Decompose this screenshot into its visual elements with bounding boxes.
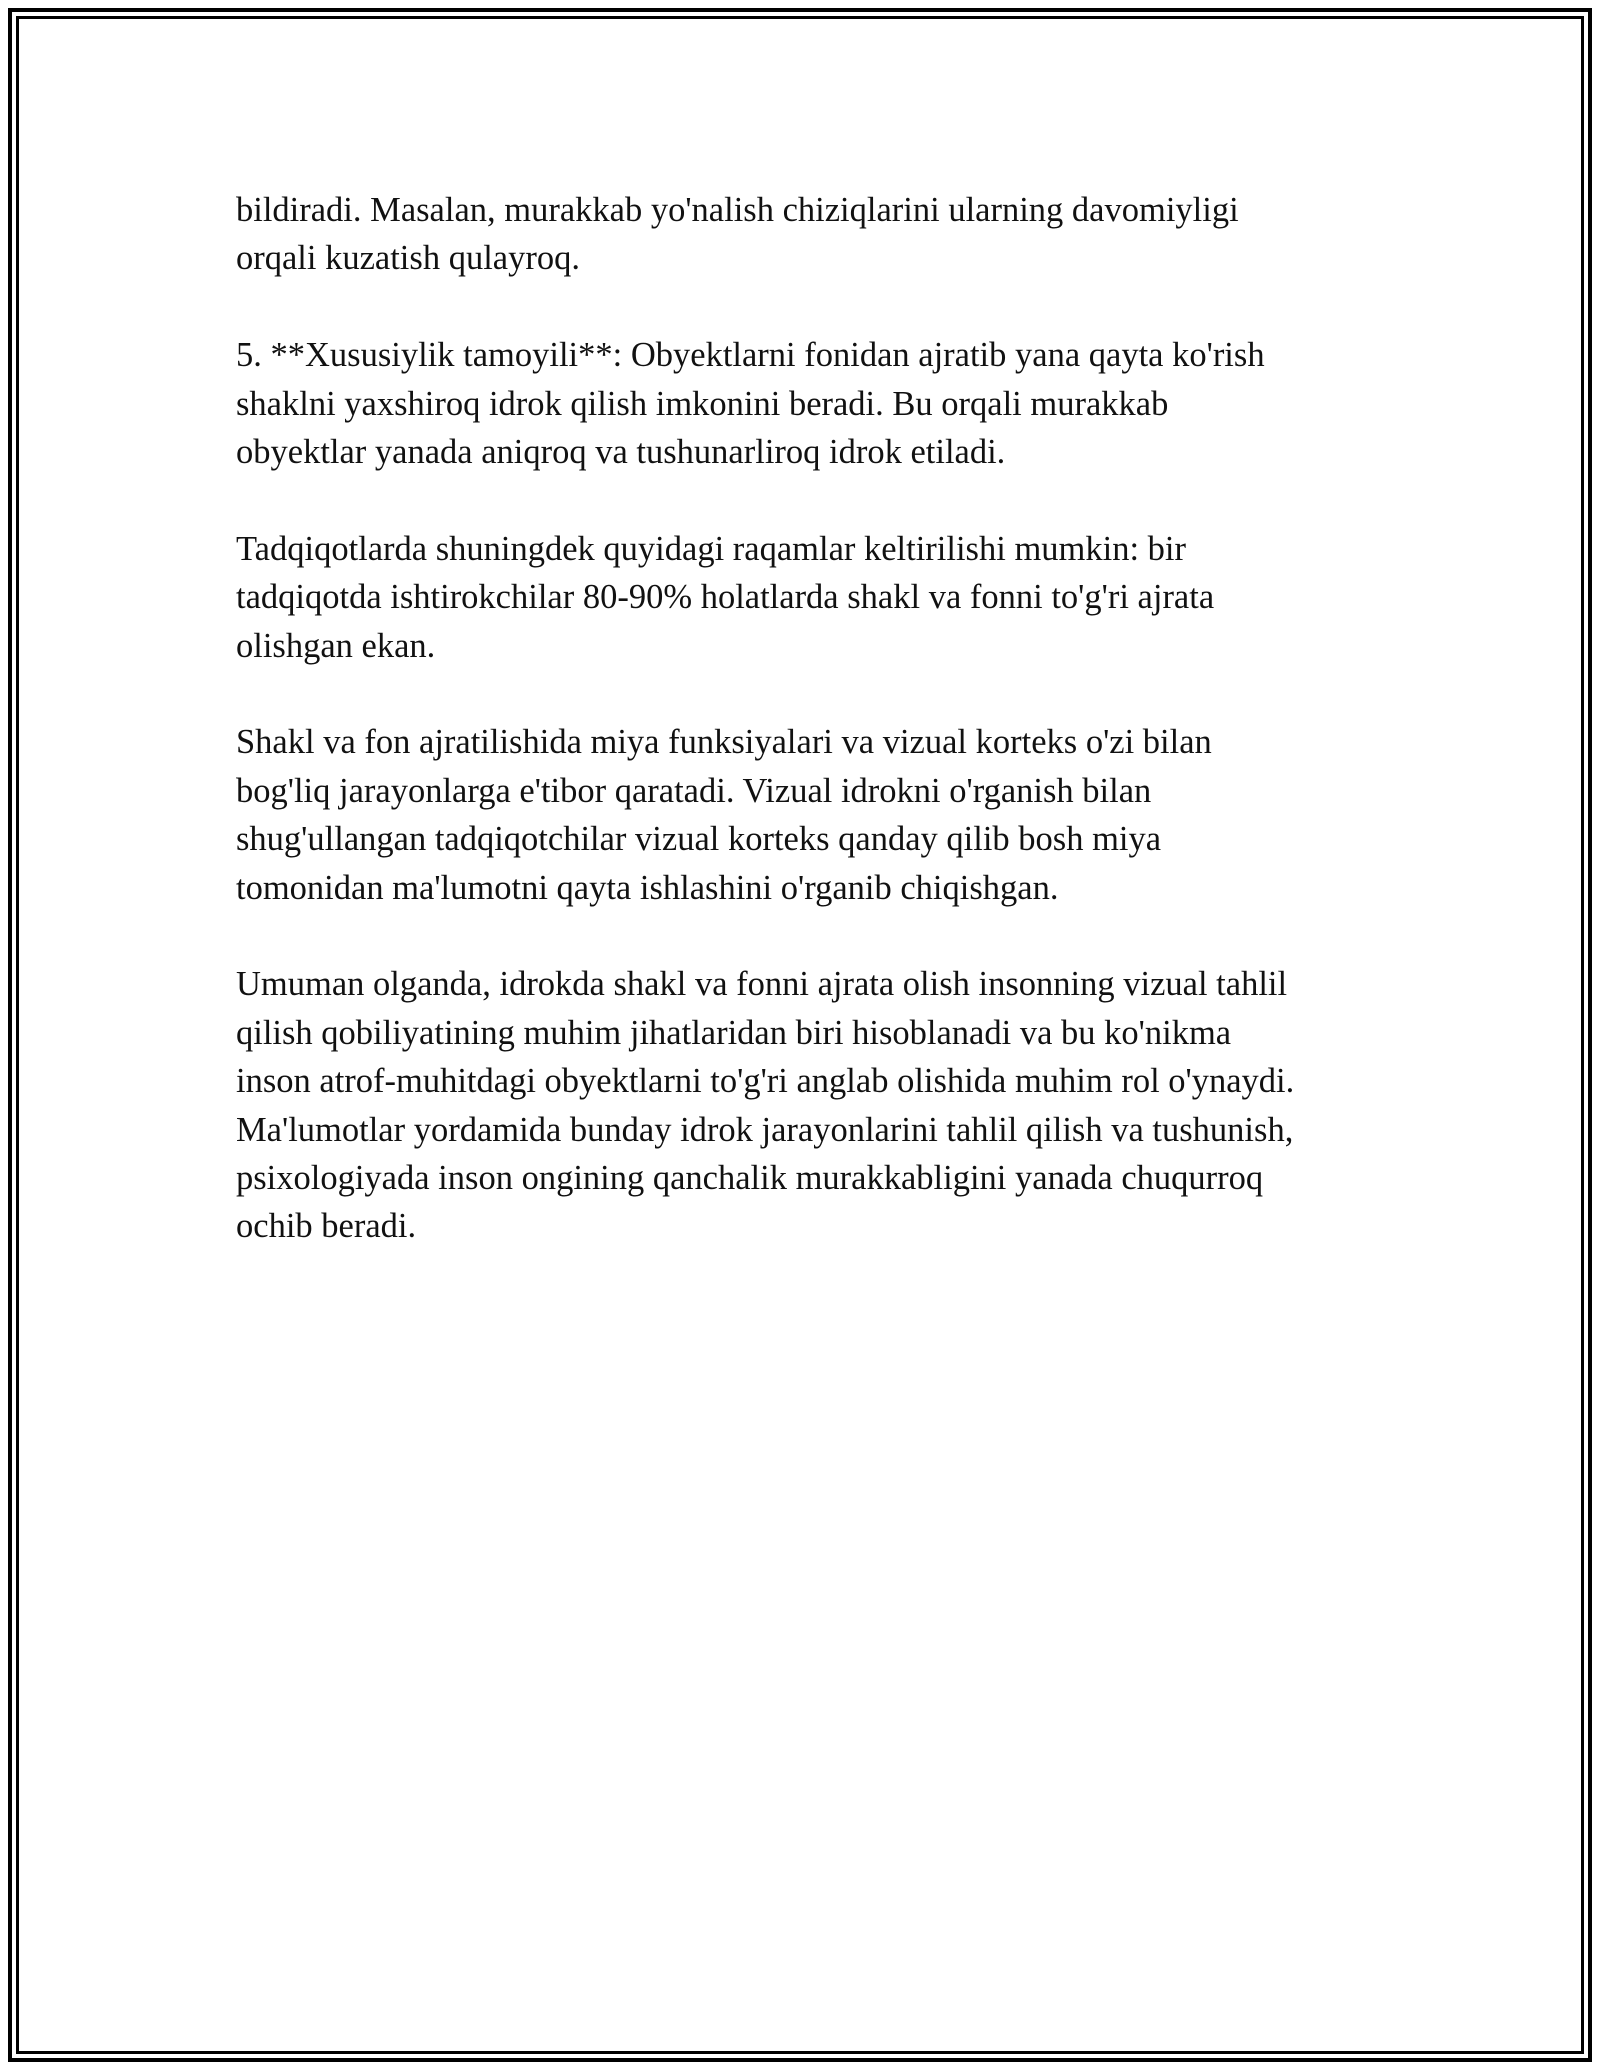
paragraph: Umuman olganda, idrokda shakl va fonni ajrata olish insonning vizual tahlil qilish qobiliyatining muhim jihatlaridan biri hisoblanadi va bu ko'nikma inson atrof-muhitdagi obyektlarni to'g'ri anglab olishida muhim rol o'ynaydi. Ma'lumotlar yordamida bunday idrok jarayonlarini tahlil qilish va tushunish, psixologiyada inson ongining qanchalik murakkabligini yanada chuqurroq ochib beradi. [236,965,1295,1246]
paragraph: Shakl va fon ajratilishida miya funksiyalari va vizual korteks o'zi bilan bog'liq jarayonlarga e'tibor qaratadi. Vizual idrokni o'rganish bilan shug'ullangan tadqiqotchilar vizual korteks qanday qilib bosh miya tomonidan ma'lumotni qayta ishlashini o'rganib chiqishgan. [236,723,1212,907]
paragraph: 5. **Xususiylik tamoyili**: Obyektlarni fonidan ajratib yana qayta ko'rish shaklni yaxshiroq idrok qilish imkonini beradi. Bu orqali murakkab obyektlar yanada aniqroq va tushunarliroq idrok etiladi. [236,336,1265,472]
paragraph: bildiradi. Masalan, murakkab yo'nalish chiziqlarini ularning davomiyligi orqali kuzatish qulayroq. [236,191,1239,278]
paragraph: Tadqiqotlarda shuningdek quyidagi raqamlar keltirilishi mumkin: bir tadqiqotda ishtirokchilar 80-90% holatlarda shakl va fonni to'g'ri ajrata olishgan ekan. [236,529,1215,665]
document-body [236,186,1366,1299]
